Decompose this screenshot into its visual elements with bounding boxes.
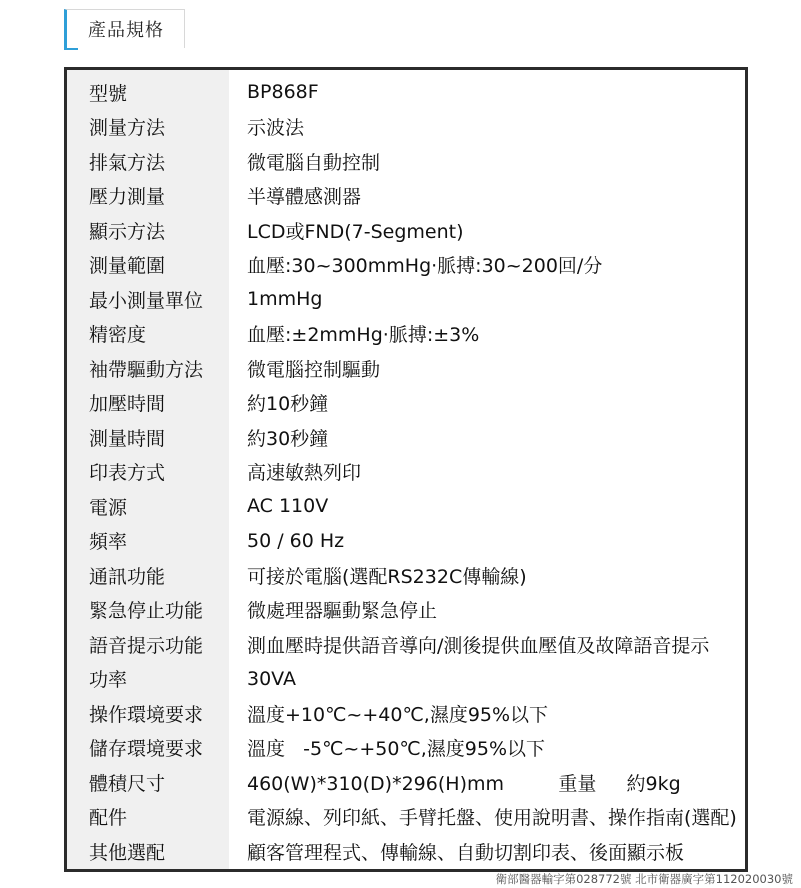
spec-row bbox=[67, 75, 745, 110]
spec-label: 緊急停止功能 bbox=[89, 600, 204, 623]
spec-rows bbox=[67, 75, 745, 869]
spec-value: 高速敏熱列印 bbox=[247, 462, 362, 485]
spec-row bbox=[67, 282, 745, 317]
spec-label: 頻率 bbox=[89, 531, 128, 554]
spec-value: BP868F bbox=[247, 81, 319, 104]
spec-value: 可接於電腦(選配RS232C傳輸線) bbox=[247, 565, 527, 588]
spec-label: 加壓時間 bbox=[89, 393, 166, 416]
spec-value: 顧客管理程式、傳輸線、自動切割印表、後面顯示板 bbox=[247, 841, 685, 864]
tab-underline-gap bbox=[78, 48, 185, 51]
spec-row bbox=[67, 144, 745, 179]
spec-label: 操作環境要求 bbox=[89, 703, 204, 726]
spec-value: 約30秒鐘 bbox=[247, 427, 329, 450]
spec-row bbox=[67, 662, 745, 697]
spec-row bbox=[67, 765, 745, 800]
section-title: 產品規格 bbox=[88, 20, 164, 41]
spec-value: 測血壓時提供語音導向/測後提供血壓值及故障語音提示 bbox=[247, 634, 710, 657]
spec-value: 半導體感測器 bbox=[247, 186, 362, 209]
spec-label: 功率 bbox=[89, 669, 128, 692]
license-footer: 衛部醫器輸字第028772號 北市衛器廣字第112020030號 bbox=[495, 872, 793, 886]
spec-row bbox=[67, 834, 745, 869]
spec-value: 1mmHg bbox=[247, 288, 323, 311]
spec-value: 示波法 bbox=[247, 117, 305, 140]
spec-value: AC 110V bbox=[247, 495, 329, 518]
spec-label: 印表方式 bbox=[89, 462, 166, 485]
spec-label: 最小測量單位 bbox=[89, 289, 204, 312]
spec-row bbox=[67, 731, 745, 766]
spec-value: 微電腦自動控制 bbox=[247, 151, 381, 174]
spec-label: 型號 bbox=[89, 82, 128, 105]
spec-label: 排氣方法 bbox=[89, 151, 166, 174]
spec-label: 測量時間 bbox=[89, 427, 166, 450]
spec-value: 微電腦控制驅動 bbox=[247, 358, 381, 381]
spec-label: 其他選配 bbox=[89, 841, 166, 864]
spec-row bbox=[67, 524, 745, 559]
spec-value: 溫度 -5℃~+50℃,濕度95%以下 bbox=[247, 738, 546, 761]
spec-label: 儲存環境要求 bbox=[89, 738, 204, 761]
spec-row bbox=[67, 351, 745, 386]
spec-value: 460(W)*310(D)*296(H)mm 重量 約9kg bbox=[247, 772, 681, 795]
spec-label: 體積尺寸 bbox=[89, 772, 166, 795]
spec-label: 壓力測量 bbox=[89, 186, 166, 209]
spec-label: 袖帶驅動方法 bbox=[89, 358, 204, 381]
spec-row bbox=[67, 317, 745, 352]
spec-value: 溫度+10℃~+40℃,濕度95%以下 bbox=[247, 703, 549, 726]
spec-value: 電源線、列印紙、手臂托盤、使用說明書、操作指南(選配) bbox=[247, 807, 737, 830]
spec-label: 電源 bbox=[89, 496, 128, 519]
spec-table bbox=[64, 67, 748, 872]
spec-value: 50 / 60 Hz bbox=[247, 529, 345, 552]
spec-label: 通訊功能 bbox=[89, 565, 166, 588]
spec-label: 配件 bbox=[89, 807, 128, 830]
spec-row bbox=[67, 179, 745, 214]
spec-row bbox=[67, 800, 745, 835]
spec-label: 測量方法 bbox=[89, 117, 166, 140]
spec-row bbox=[67, 627, 745, 662]
spec-row bbox=[67, 386, 745, 421]
spec-value: 血壓:±2mmHg‧脈搏:±3% bbox=[247, 324, 480, 347]
spec-label: 精密度 bbox=[89, 324, 147, 347]
spec-row bbox=[67, 696, 745, 731]
spec-row bbox=[67, 248, 745, 283]
spec-label: 測量範圍 bbox=[89, 255, 166, 278]
spec-value: LCD或FND(7-Segment) bbox=[247, 220, 464, 243]
spec-value: 30VA bbox=[247, 667, 296, 690]
spec-row bbox=[67, 489, 745, 524]
spec-row bbox=[67, 110, 745, 145]
spec-label: 顯示方法 bbox=[89, 220, 166, 243]
spec-value: 微處理器驅動緊急停止 bbox=[247, 600, 438, 623]
spec-row bbox=[67, 455, 745, 490]
spec-value: 約10秒鐘 bbox=[247, 393, 329, 416]
spec-row bbox=[67, 558, 745, 593]
spec-row bbox=[67, 593, 745, 628]
spec-value: 血壓:30~300mmHg‧脈搏:30~200回/分 bbox=[247, 255, 603, 278]
spec-row bbox=[67, 420, 745, 455]
section-tab bbox=[64, 9, 185, 50]
spec-label: 語音提示功能 bbox=[89, 634, 204, 657]
spec-row bbox=[67, 213, 745, 248]
